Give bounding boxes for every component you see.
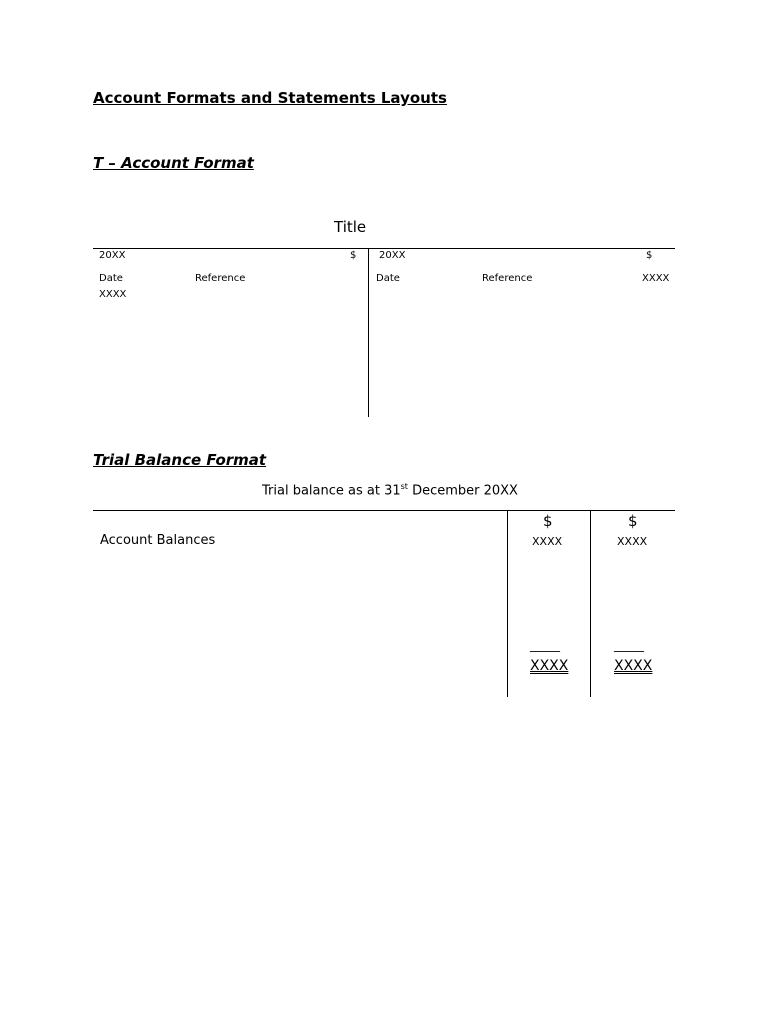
trial-balance-column-divider-1 — [507, 510, 508, 697]
tb-row-label: Account Balances — [100, 533, 216, 548]
t-account-vertical-rule — [368, 248, 369, 417]
t-right-reference: Reference — [482, 273, 533, 284]
t-left-year: 20XX — [99, 250, 126, 261]
trial-balance-caption: Trial balance as at 31st December 20XX — [262, 482, 518, 499]
t-right-currency: $ — [646, 250, 653, 261]
t-left-currency: $ — [350, 250, 357, 261]
t-account-section-title: T – Account Format — [93, 154, 254, 172]
trial-balance-column-divider-2 — [590, 510, 591, 697]
tb-col2-total: XXXX — [614, 658, 653, 674]
t-left-amount: XXXX — [99, 289, 127, 300]
tb-col1-total: XXXX — [530, 658, 569, 674]
t-left-date: Date — [99, 273, 123, 284]
tb-col1-value: XXXX — [532, 535, 563, 548]
t-right-date: Date — [376, 273, 400, 284]
t-right-year: 20XX — [379, 250, 406, 261]
tb-col2-value: XXXX — [617, 535, 648, 548]
t-left-reference: Reference — [195, 273, 246, 284]
t-right-amount: XXXX — [642, 273, 670, 284]
tb-col2-rule: _____ — [614, 638, 644, 652]
tb-col1-currency: $ — [543, 512, 553, 530]
trial-balance-horizontal-rule — [93, 510, 675, 511]
page-title: Account Formats and Statements Layouts — [93, 89, 447, 107]
tb-col1-rule: _____ — [530, 638, 560, 652]
tb-col2-currency: $ — [628, 512, 638, 530]
trial-balance-section-title: Trial Balance Format — [93, 451, 267, 469]
t-account-horizontal-rule — [93, 248, 675, 249]
t-account-title: Title — [334, 218, 367, 236]
